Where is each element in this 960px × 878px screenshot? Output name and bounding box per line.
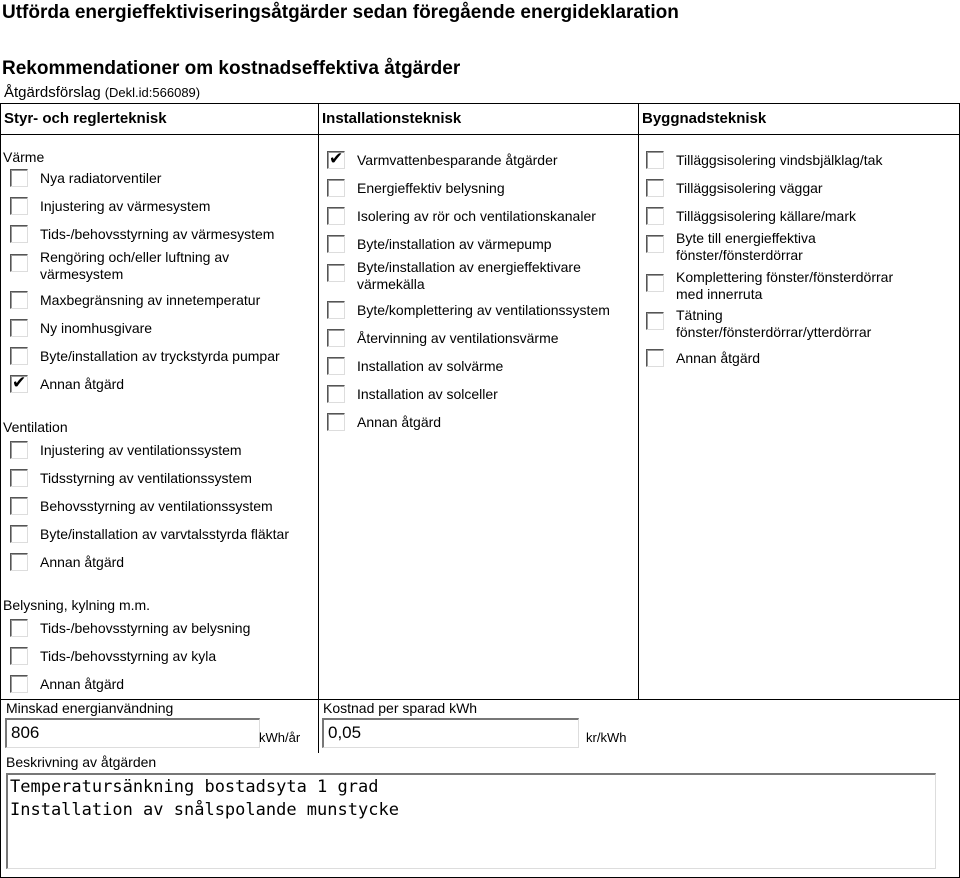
checkbox-label: Byte till energieffektiva fönster/fönsterdörrar [676, 230, 816, 263]
checkbox-item[interactable] [327, 301, 610, 319]
checkbox[interactable] [10, 553, 28, 571]
checkbox[interactable] [327, 179, 345, 197]
cost-per-kwh-label: Kostnad per sparad kWh [323, 700, 478, 716]
checkbox-label: Byte/installation av energieffektivare värmekälla [357, 259, 581, 292]
checkbox[interactable] [327, 235, 345, 253]
checkbox-label: Tilläggsisolering vindsbjälklag/tak [676, 151, 883, 168]
checkbox-label: Tids-/behovsstyrning av kyla [40, 647, 217, 664]
checkbox-label: Nya radiatorventiler [40, 169, 162, 186]
checkbox-label: Byte/installation av värmepump [357, 235, 552, 252]
checkbox-item[interactable] [10, 525, 289, 543]
checkbox[interactable] [10, 647, 28, 665]
checkbox-label: Annan åtgärd [357, 413, 442, 430]
checkbox[interactable] [10, 197, 28, 215]
checkbox-item[interactable] [10, 553, 124, 571]
checkbox-item[interactable] [10, 347, 280, 365]
checkbox[interactable] [646, 235, 664, 253]
checkbox-item[interactable] [10, 375, 124, 393]
checkbox-label: Maxbegränsning av innetemperatur [40, 291, 261, 308]
checkbox-label: Annan åtgärd [40, 675, 125, 692]
column-header-building: Byggnadsteknisk [639, 103, 960, 135]
reduced-energy-label: Minskad energianvändning [6, 700, 174, 716]
checkbox-label: Byte/installation av varvtalsstyrda fläktar [40, 525, 289, 542]
checkbox-item[interactable] [646, 230, 816, 264]
checkbox-item[interactable] [10, 197, 210, 215]
reduced-energy-field[interactable]: 806 [5, 718, 260, 748]
checkbox[interactable] [10, 254, 28, 272]
checkbox-label: Behovsstyrning av ventilationssystem [40, 497, 273, 514]
checkbox[interactable] [646, 349, 664, 367]
checkbox-item[interactable] [10, 169, 161, 187]
checkbox-label: Varmvattenbesparande åtgärder [357, 151, 558, 168]
checkbox-item[interactable] [10, 619, 250, 637]
column-header-installation: Installationsteknisk [319, 103, 638, 135]
checkbox[interactable] [327, 207, 345, 225]
checkbox-label: Energieffektiv belysning [357, 179, 505, 196]
checkbox[interactable] [10, 525, 28, 543]
heating-group-label: Värme [3, 149, 45, 165]
checkbox-label: Injustering av värmesystem [40, 197, 211, 214]
checkbox-item[interactable] [327, 207, 596, 225]
checkbox[interactable] [10, 497, 28, 515]
checkbox[interactable] [10, 375, 28, 393]
checkbox-item[interactable] [327, 259, 581, 293]
building-technical-column [638, 103, 960, 699]
checkbox[interactable] [327, 329, 345, 347]
checkbox-item[interactable] [646, 269, 893, 303]
checkbox-label: Tilläggsisolering väggar [676, 179, 823, 196]
checkbox[interactable] [327, 151, 345, 169]
checkbox-label: Tids-/behovsstyrning av värmesystem [40, 225, 275, 242]
checkbox[interactable] [646, 207, 664, 225]
checkbox-label: Byte/installation av tryckstyrda pumpar [40, 347, 280, 364]
checkbox-item[interactable] [646, 151, 882, 169]
checkbox-item[interactable] [10, 647, 216, 665]
checkbox-item[interactable] [327, 329, 559, 347]
checkbox[interactable] [10, 169, 28, 187]
checkbox-label: Installation av solceller [357, 385, 498, 402]
checkbox-item[interactable] [646, 307, 871, 341]
checkbox-item[interactable] [327, 151, 558, 169]
checkbox-label: Komplettering fönster/fönsterdörrar med innerruta [676, 269, 894, 302]
savings-divider [318, 700, 319, 753]
checkbox-item[interactable] [646, 207, 856, 225]
description-textarea[interactable] [6, 773, 936, 869]
section-title: Rekommendationer om kostnadseffektiva åtgärder [2, 58, 461, 79]
checkbox[interactable] [646, 151, 664, 169]
declaration-id: (Dekl.id:566089) [104, 85, 201, 100]
page-title: Utförda energieffektiviseringsåtgärder sedan föregående energideklaration [2, 2, 679, 23]
checkbox-item[interactable] [646, 349, 760, 367]
checkbox-label: Tätning fönster/fönsterdörrar/ytterdörrar [676, 307, 872, 340]
cost-per-kwh-unit: kr/kWh [586, 730, 627, 745]
checkbox[interactable] [10, 469, 28, 487]
checkbox-item[interactable] [10, 319, 152, 337]
checkbox-label: Injustering av ventilationssystem [40, 441, 242, 458]
ventilation-group-label: Ventilation [3, 419, 68, 435]
reduced-energy-unit: kWh/år [259, 730, 301, 745]
checkbox[interactable] [646, 179, 664, 197]
description-line: Installation av snålspolande munstycke [10, 800, 399, 820]
cost-per-kwh-field[interactable]: 0,05 [322, 718, 579, 748]
installation-technical-column [318, 103, 638, 699]
checkbox[interactable] [10, 675, 28, 693]
checkbox-label: Installation av solvärme [357, 357, 504, 374]
checkbox-item[interactable] [10, 469, 252, 487]
checkbox-label: Rengöring och/eller luftning av värmesystem [40, 249, 230, 282]
checkbox[interactable] [646, 312, 664, 330]
checkbox-label: Annan åtgärd [676, 349, 761, 366]
checkbox[interactable] [10, 225, 28, 243]
description-label: Beskrivning av åtgärden [6, 754, 157, 770]
checkbox-item[interactable] [10, 249, 229, 283]
checkbox-label: Isolering av rör och ventilationskanaler [357, 207, 596, 224]
checkbox[interactable] [327, 264, 345, 282]
checkbox-item[interactable] [10, 291, 260, 309]
checkbox[interactable] [10, 441, 28, 459]
checkbox[interactable] [646, 274, 664, 292]
checkbox[interactable] [10, 347, 28, 365]
checkbox-item[interactable] [327, 357, 503, 375]
savings-section [0, 700, 960, 753]
lighting-group-label: Belysning, kylning m.m. [3, 597, 151, 613]
checkbox-label: Ny inomhusgivare [40, 319, 153, 336]
description-section [0, 753, 960, 878]
control-technical-column [1, 103, 318, 699]
checkbox-item[interactable] [10, 675, 124, 693]
checkbox-item[interactable] [327, 385, 498, 403]
checkbox-label: Tids-/behovsstyrning av belysning [40, 619, 251, 636]
checkbox[interactable] [10, 619, 28, 637]
checkbox[interactable] [327, 301, 345, 319]
checkbox-label: Annan åtgärd [40, 553, 125, 570]
checkbox[interactable] [327, 413, 345, 431]
checkbox[interactable] [327, 357, 345, 375]
checkbox-label: Tidsstyrning av ventilationssystem [40, 469, 252, 486]
checkbox-item[interactable] [646, 179, 823, 197]
proposal-label: Åtgärdsförslag [4, 84, 101, 101]
checkbox-label: Annan åtgärd [40, 375, 125, 392]
checkbox-item[interactable] [10, 225, 274, 243]
proposal-heading [4, 84, 200, 101]
checkbox-label: Återvinning av ventilationsvärme [357, 329, 559, 346]
column-header-control: Styr- och reglerteknisk [1, 103, 318, 135]
checkbox-label: Byte/komplettering av ventilationssystem [357, 301, 610, 318]
checkbox[interactable] [10, 291, 28, 309]
checkbox-item[interactable] [10, 497, 273, 515]
checkbox[interactable] [10, 319, 28, 337]
checkbox-label: Tilläggsisolering källare/mark [676, 207, 856, 224]
checkbox-item[interactable] [10, 441, 242, 459]
checkbox[interactable] [327, 385, 345, 403]
checkbox-item[interactable] [327, 413, 441, 431]
checkbox-item[interactable] [327, 179, 505, 197]
checkbox-item[interactable] [327, 235, 552, 253]
description-line: Temperatursänkning bostadsyta 1 grad [10, 777, 379, 797]
measures-grid [0, 103, 960, 700]
